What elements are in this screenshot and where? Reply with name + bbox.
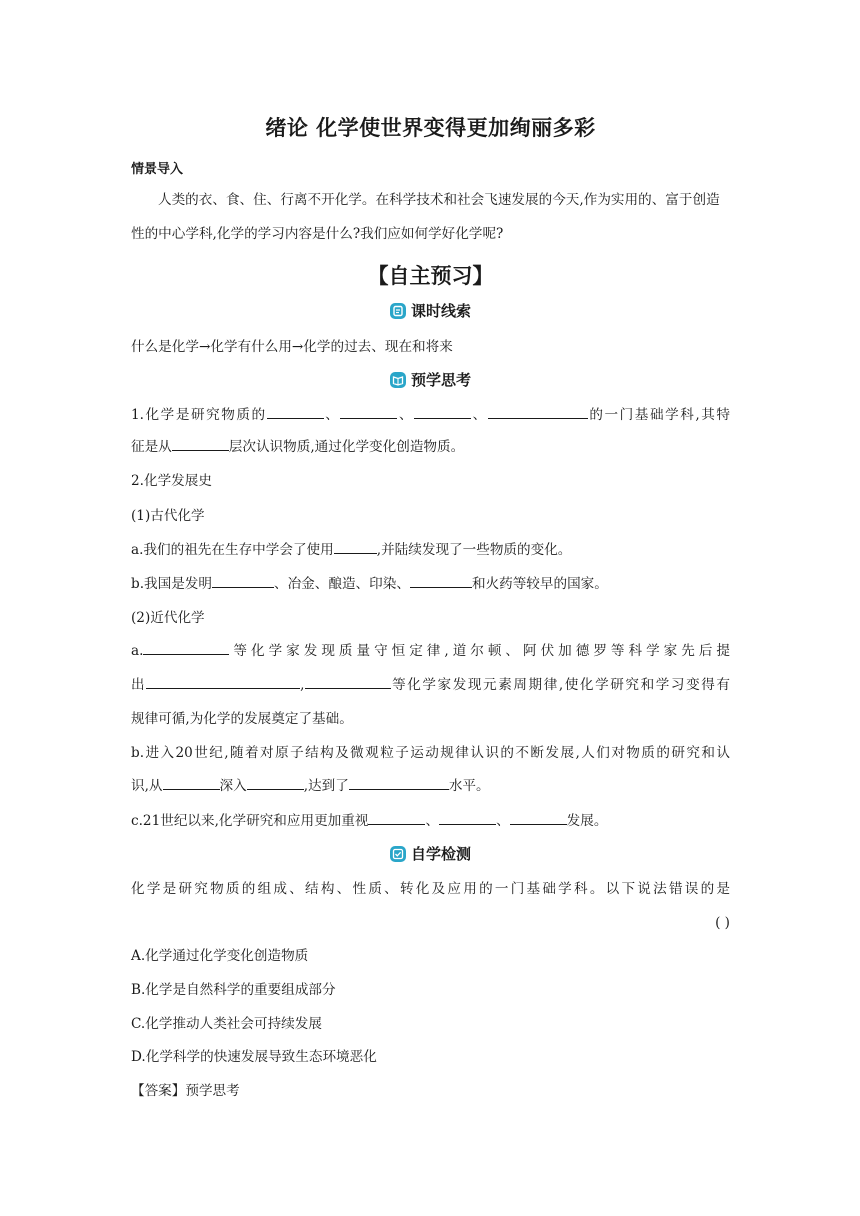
test-heading xyxy=(131,843,730,864)
think-heading xyxy=(131,369,730,390)
blank[interactable] xyxy=(340,405,397,419)
blank[interactable] xyxy=(414,405,471,419)
question-1-line-1: 1.化学是研究物质的 、 、 、 的一门基础学科,其特 xyxy=(131,407,731,423)
clue-heading xyxy=(131,300,730,321)
think-book-icon xyxy=(390,372,406,388)
ancient-chemistry-heading: (1)古代化学 xyxy=(131,508,205,524)
blank[interactable] xyxy=(305,675,391,689)
ancient-item-b: b.我国是发明 、冶金、酿造、印染、 和火药等较早的国家。 xyxy=(131,576,608,592)
modern-item-b-line-1: b.进入20世纪,随着对原子结构及微观粒子运动规律认识的不断发展,人们对物质的研究和认 xyxy=(131,745,730,761)
blank[interactable] xyxy=(172,437,229,451)
blank[interactable] xyxy=(368,811,425,825)
option-a[interactable]: A.化学通过化学变化创造物质 xyxy=(131,948,309,964)
blank[interactable] xyxy=(439,811,496,825)
preview-section-title: 【自主预习】 xyxy=(367,264,494,288)
think-heading-label: 预学思考 xyxy=(410,371,471,389)
blank[interactable] xyxy=(267,405,324,419)
clue-heading-label: 课时线索 xyxy=(410,302,471,320)
ancient-item-a: a.我们的祖先在生存中学会了使用 ,并陆续发现了一些物质的变化。 xyxy=(131,542,572,558)
modern-item-c: c.21世纪以来,化学研究和应用更加重视 、 、 发展。 xyxy=(131,813,608,829)
modern-chemistry-heading: (2)近代化学 xyxy=(131,610,205,626)
intro-text: 人类的衣、食、住、行离不开化学。在科学技术和社会飞速发展的今天,作为实用的、富于创造性的中心学科,化学的学习内容是什么?我们应如何学好化学呢? xyxy=(131,192,720,242)
blank[interactable] xyxy=(334,540,377,554)
blank[interactable] xyxy=(510,811,567,825)
blank[interactable] xyxy=(410,574,472,588)
option-d[interactable]: D.化学科学的快速发展导致生态环境恶化 xyxy=(131,1049,377,1065)
clue-text: 什么是化学→化学有什么用→化学的过去、现在和将来 xyxy=(131,339,453,355)
blank[interactable] xyxy=(212,574,274,588)
answer-label: 【答案】预学思考 xyxy=(131,1083,240,1099)
answer-bracket[interactable]: ( ) xyxy=(715,915,730,931)
blank[interactable] xyxy=(247,776,304,790)
clue-book-icon xyxy=(390,303,406,319)
blank[interactable] xyxy=(349,776,449,790)
modern-item-a-line-2: 出 , 等化学家发现元素周期律,使化学研究和学习变得有 xyxy=(131,677,730,693)
blank[interactable] xyxy=(146,675,300,689)
intro-label: 情景导入 xyxy=(131,162,184,177)
blank[interactable] xyxy=(163,776,220,790)
test-question: 化学是研究物质的组成、结构、性质、转化及应用的一门基础学科。以下说法错误的是 xyxy=(131,881,730,897)
question-1-line-2: 征是从 层次认识物质,通过化学变化创造物质。 xyxy=(131,439,465,455)
test-heading-label: 自学检测 xyxy=(410,845,471,863)
blank[interactable] xyxy=(488,405,588,419)
blank[interactable] xyxy=(143,641,229,655)
question-2: 2.化学发展史 xyxy=(131,473,212,489)
test-check-icon xyxy=(390,846,406,862)
modern-item-a-line-1: a. 等化学家发现质量守恒定律,道尔顿、阿伏加德罗等科学家先后提 xyxy=(131,643,730,659)
modern-item-a-line-3: 规律可循,为化学的发展奠定了基础。 xyxy=(131,711,353,727)
option-b[interactable]: B.化学是自然科学的重要组成部分 xyxy=(131,982,336,998)
page-title: 绪论 化学使世界变得更加绚丽多彩 xyxy=(265,116,596,140)
option-c[interactable]: C.化学推动人类社会可持续发展 xyxy=(131,1016,322,1032)
modern-item-b-line-2: 识,从 深入 ,达到了 水平。 xyxy=(131,778,490,794)
